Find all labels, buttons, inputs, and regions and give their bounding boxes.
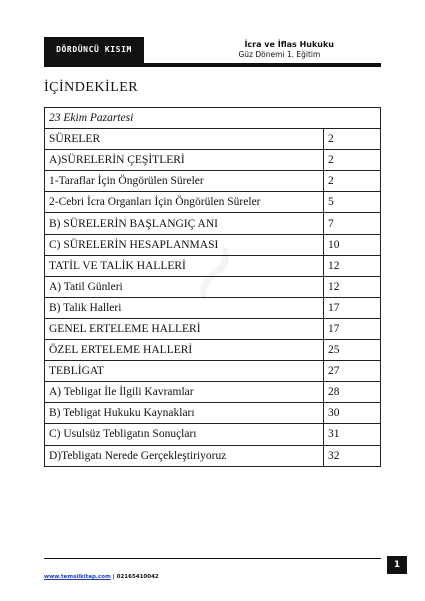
toc-row bbox=[45, 340, 381, 361]
footer-divider bbox=[44, 558, 381, 559]
toc-entry-page: 17 bbox=[324, 318, 381, 339]
toc-row bbox=[45, 318, 381, 339]
toc-entry-page: 28 bbox=[324, 382, 381, 403]
toc-entry-title: C) Usulsüz Tebligatın Sonuçları bbox=[45, 424, 324, 445]
toc-entry-page: 10 bbox=[324, 234, 381, 255]
toc-row bbox=[45, 129, 381, 150]
toc-entry-title: GENEL ERTELEME HALLERİ bbox=[45, 318, 324, 339]
toc-entry-title: SÜRELER bbox=[45, 129, 324, 150]
book-title-block bbox=[238, 40, 334, 60]
toc-entry-page: 2 bbox=[324, 129, 381, 150]
toc-entry-page: 25 bbox=[324, 340, 381, 361]
toc-entry-page: 31 bbox=[324, 424, 381, 445]
toc-row bbox=[45, 150, 381, 171]
toc-heading: İÇİNDEKİLER bbox=[44, 80, 139, 95]
toc-entry-title: 1-Taraflar İçin Öngörülen Süreler bbox=[45, 171, 324, 192]
toc-entry-page: 7 bbox=[324, 213, 381, 234]
toc-entry-title: TATİL VE TALİK HALLERİ bbox=[45, 255, 324, 276]
toc-entry-title: 2-Cebri İcra Organları İçin Öngörülen Süreler bbox=[45, 192, 324, 213]
toc-entry-title: B) Tebligat Hukuku Kaynakları bbox=[45, 403, 324, 424]
toc-row bbox=[45, 171, 381, 192]
toc-entry-page: 12 bbox=[324, 276, 381, 297]
footer-contact bbox=[44, 574, 159, 580]
toc-entry-title: B) SÜRELERİN BAŞLANGIÇ ANI bbox=[45, 213, 324, 234]
toc-entry-page: 5 bbox=[324, 192, 381, 213]
toc-row bbox=[45, 297, 381, 318]
toc-entry-title: C) SÜRELERİN HESAPLANMASI bbox=[45, 234, 324, 255]
toc-entry-title: A) Tatil Günleri bbox=[45, 276, 324, 297]
toc-entry-title: A) Tebligat İle İlgili Kavramlar bbox=[45, 382, 324, 403]
toc-row bbox=[45, 255, 381, 276]
toc-row bbox=[45, 213, 381, 234]
page-number: 1 bbox=[387, 556, 407, 574]
toc-entry-page: 2 bbox=[324, 150, 381, 171]
toc-entry-page: 17 bbox=[324, 297, 381, 318]
toc-entry-title: A)SÜRELERİN ÇEŞİTLERİ bbox=[45, 150, 324, 171]
toc-entry-page: 2 bbox=[324, 171, 381, 192]
toc-entry-title: D)Tebligatı Nerede Gerçekleştiriyoruz bbox=[45, 445, 324, 466]
toc-row bbox=[45, 276, 381, 297]
toc-date: 23 Ekim Pazartesi bbox=[45, 108, 381, 129]
toc-entry-title: TEBLİGAT bbox=[45, 361, 324, 382]
page-header bbox=[44, 37, 381, 67]
toc-table bbox=[44, 107, 381, 467]
toc-entry-title: B) Talik Halleri bbox=[45, 297, 324, 318]
toc-row bbox=[45, 192, 381, 213]
book-title: İcra ve İflas Hukuku bbox=[244, 40, 334, 49]
toc-row bbox=[45, 361, 381, 382]
toc-entry-title: ÖZEL ERTELEME HALLERİ bbox=[45, 340, 324, 361]
section-tag: DÖRDÜNCÜ KISIM bbox=[44, 37, 144, 63]
toc-entry-page: 27 bbox=[324, 361, 381, 382]
toc-entry-page: 12 bbox=[324, 255, 381, 276]
toc-entry-page: 30 bbox=[324, 403, 381, 424]
toc-row bbox=[45, 234, 381, 255]
footer-separator: | bbox=[110, 574, 117, 580]
toc-row bbox=[45, 382, 381, 403]
toc-row bbox=[45, 403, 381, 424]
footer-phone: 02165410042 bbox=[116, 574, 159, 580]
toc-row bbox=[45, 424, 381, 445]
book-subtitle: Güz Dönemi 1. Eğitim bbox=[238, 50, 321, 59]
footer-website-link[interactable]: www.temsilkitap.com bbox=[44, 574, 111, 580]
toc-row bbox=[45, 445, 381, 466]
toc-date-row bbox=[45, 108, 381, 129]
toc-entry-page: 32 bbox=[324, 445, 381, 466]
